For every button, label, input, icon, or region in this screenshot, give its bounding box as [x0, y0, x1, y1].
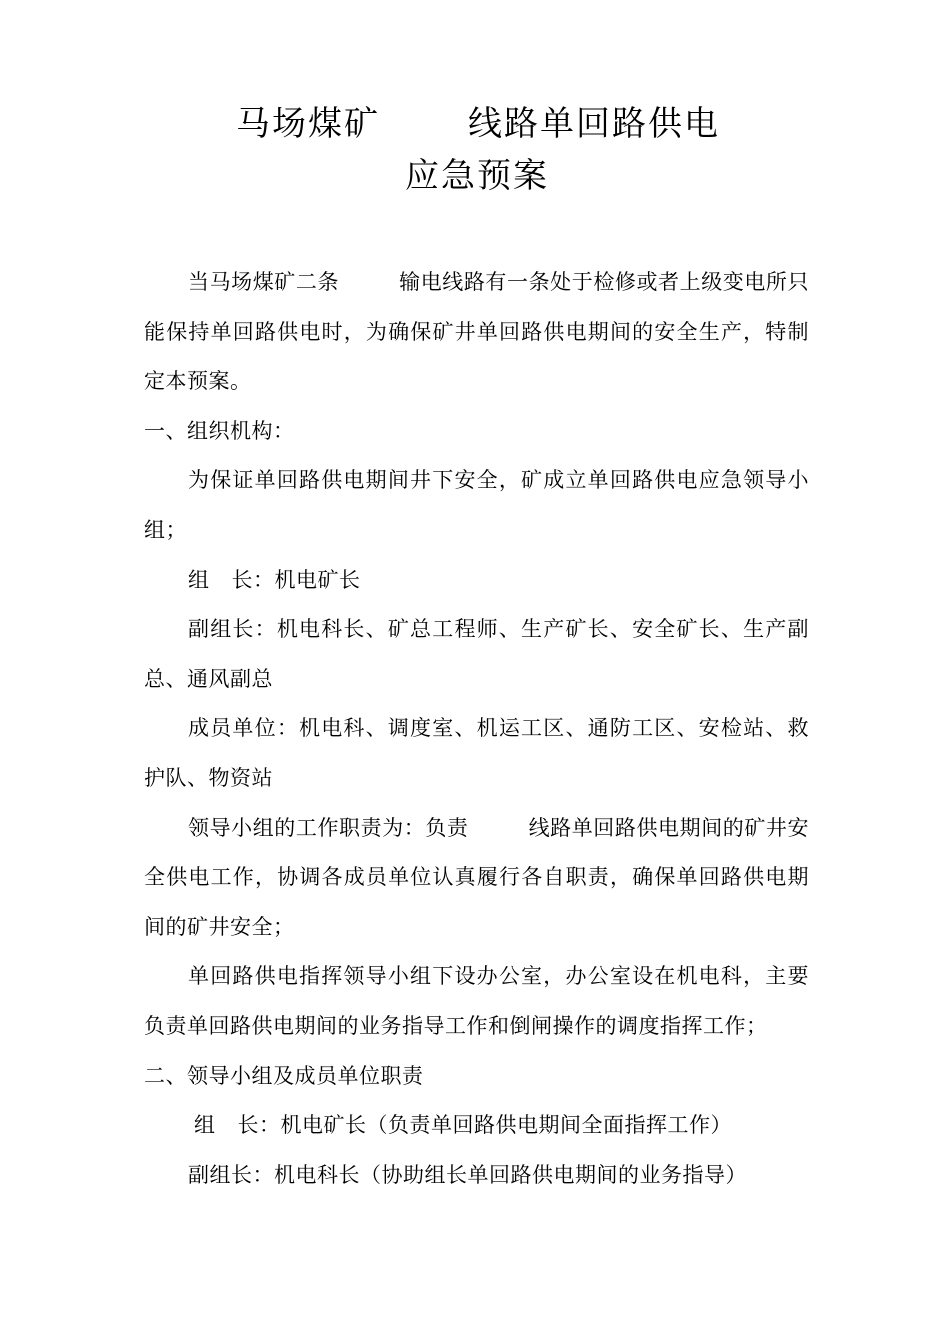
leader-label-b: 长：机电矿长: [231, 567, 361, 592]
leader-line: [144, 556, 809, 606]
office-paragraph: 单回路供电指挥领导小组下设办公室，办公室设在机电科，主要负责单回路供电期间的业务指导工作和倒闸操作的调度指挥工作；: [144, 964, 809, 1038]
title-mine-name: 马场煤矿: [236, 104, 380, 144]
duty-part2: 线路单回路供电期间的矿井安全供电工作，协调各成员单位认真履行各自职责，确保单回路供电期间的矿井安全；: [144, 815, 809, 939]
intro-paragraph: [144, 258, 809, 407]
duty-paragraph: [144, 804, 809, 953]
duty-part1: 领导小组的工作职责为：负责: [188, 815, 469, 840]
members-paragraph: 成员单位：机电科、调度室、机运工区、通防工区、安检站、救护队、物资站: [144, 716, 809, 790]
section2-heading: 二、领导小组及成员单位职责: [144, 1063, 424, 1088]
title-power-supply: 线路单回路供电: [468, 104, 720, 144]
document-body: [144, 258, 809, 1200]
leader-duty-line: [144, 1101, 809, 1151]
intro-part1: 当马场煤矿二条: [188, 270, 340, 294]
title-emergency-plan: 应急预案: [405, 156, 549, 196]
leader-duty-a: 组: [194, 1113, 216, 1138]
deputy-duty-line: 副组长：机电科长（协助组长单回路供电期间的业务指导）: [188, 1162, 747, 1187]
leader-label-a: 组: [188, 567, 210, 592]
section1-heading: 一、组织机构：: [144, 418, 295, 443]
leader-duty-b: 长：机电矿长（负责单回路供电期间全面指挥工作）: [237, 1113, 732, 1138]
deputy-paragraph: 副组长：机电科长、矿总工程师、生产矿长、安全矿长、生产副总、通风副总: [144, 617, 809, 691]
intro-part2: 输电线路有一条处于检修或者上级变电所只能保持单回路供电时，为确保矿井单回路供电期间的安全生产，特制定本预案。: [144, 270, 810, 394]
org-purpose-paragraph: 为保证单回路供电期间井下安全，矿成立单回路供电应急领导小组；: [144, 468, 809, 542]
